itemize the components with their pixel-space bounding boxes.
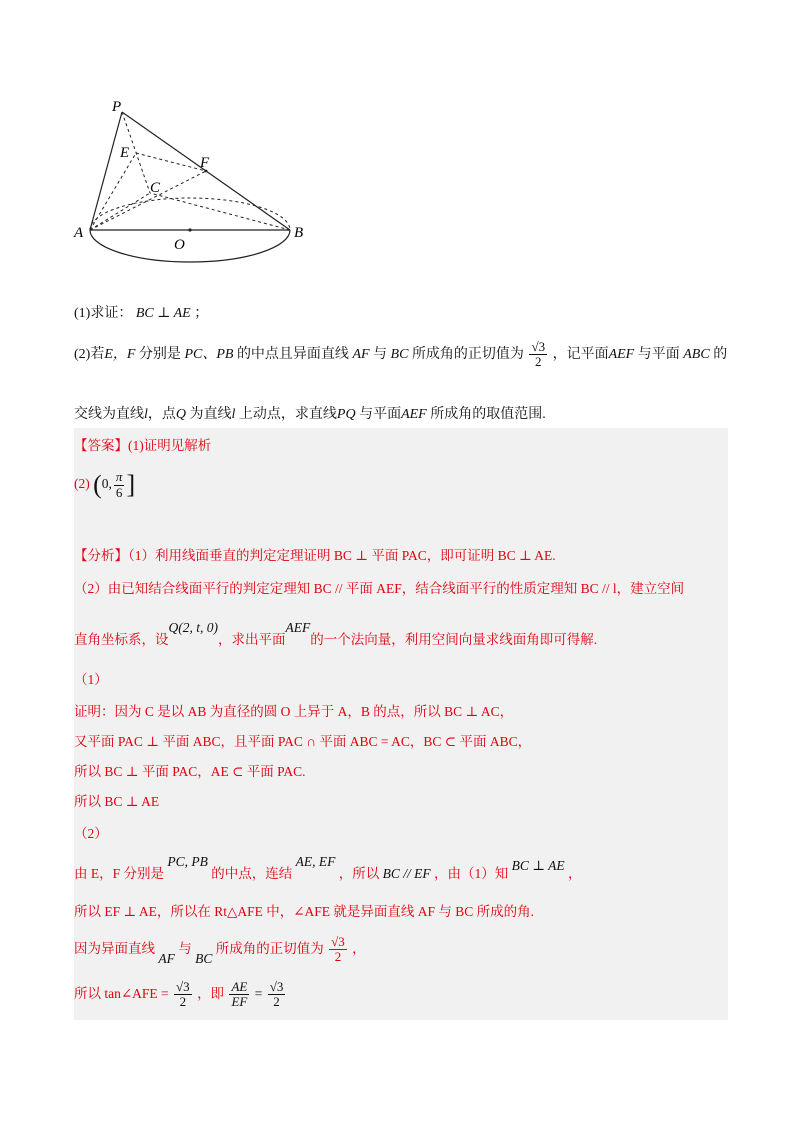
part1-suffix: ；	[194, 306, 209, 321]
p2-a: (2)若	[74, 347, 105, 363]
solution2-head	[74, 822, 108, 842]
s2l4-b: ，即	[197, 985, 225, 1001]
base-circle-front	[90, 230, 290, 262]
geometry-figure	[70, 95, 310, 275]
solution1-head	[74, 668, 108, 688]
p2l2-d: Q	[175, 407, 187, 422]
label-b: B	[294, 225, 304, 241]
analysis-3q: Q(2, t, 0)	[168, 620, 218, 635]
s2l3-den: 2	[334, 949, 342, 965]
solution1-line2	[74, 730, 531, 750]
p2-i: 所成角的正切值为	[408, 347, 524, 363]
answer-part2-prefix: (2)	[74, 476, 90, 492]
answer-panel	[74, 428, 728, 1020]
s2l4-ef: EF	[231, 994, 248, 1010]
bracket-open: (	[93, 470, 102, 499]
s2l3-a: 因为异面直线	[74, 940, 155, 956]
s2l1-e: BC ⊥ AE	[511, 858, 565, 873]
answer-line2	[74, 470, 135, 500]
interval-left: 0,	[101, 476, 112, 492]
p2-h: BC	[390, 347, 409, 363]
label-c: C	[150, 180, 161, 196]
s2l3-bc: BC	[195, 950, 213, 966]
p2l2-h: PQ	[336, 407, 356, 422]
p2-d: PC、PB	[184, 347, 234, 363]
analysis-3aef: AEF	[285, 620, 311, 635]
analysis-tag: 【分析】	[74, 548, 128, 563]
answer-part1: (1)证明见解析	[128, 438, 212, 453]
s2-l2: 所以 EF ⊥ AE，所以在 Rt△AFE 中，∠AFE 就是异面直线 AF 与 BC 所成的角.	[74, 904, 535, 919]
analysis-3c: 的一个法向量，利用空间向量求线面角即可得解.	[310, 632, 598, 647]
p2l2-i: 与平面	[355, 407, 402, 422]
s2l1-a: 由 E，F 分别是	[74, 866, 165, 881]
answer-line1	[74, 434, 211, 454]
s2l3-d: ，	[352, 940, 366, 956]
solution2-line1	[74, 854, 582, 882]
s2l3-num: √3	[331, 934, 345, 949]
p2-l: 与平面	[634, 347, 680, 363]
s1-l2: 又平面 PAC ⊥ 平面 ABC，且平面 PAC ∩ 平面 ABC = AC，BC ⊂ 平面 ABC，	[74, 734, 532, 749]
solution1-line3	[74, 760, 306, 780]
p2l2-e: 为直线	[186, 407, 232, 422]
frac-den: 2	[535, 354, 542, 370]
p2l2-g: 上动点，求直线	[235, 407, 337, 422]
p2-k: AEF	[608, 347, 635, 363]
analysis-1: （1）利用线面垂直的判定定理证明 BC ⊥ 平面 PAC，即可证明 BC ⊥ AE.	[128, 548, 556, 563]
s2-head: （2）	[74, 826, 108, 841]
question-part1	[74, 302, 208, 322]
s2l4-num2: √3	[269, 979, 284, 994]
label-p: P	[112, 99, 122, 115]
s1-head: （1）	[74, 672, 108, 687]
p2l2-j: AEF	[401, 407, 427, 422]
answer-tag: 【答案】	[74, 438, 128, 453]
s2l1-bc: BC // EF	[382, 866, 431, 881]
point-o	[188, 228, 191, 231]
label-o: O	[174, 237, 185, 253]
s2l1-pc: PC, PB	[167, 854, 208, 869]
base-circle-back	[90, 198, 290, 230]
analysis-line3	[74, 620, 598, 648]
s2l1-f: ，	[567, 866, 582, 881]
label-a: A	[74, 225, 84, 241]
p2l2-c: ，点	[147, 407, 176, 422]
s1-l3: 所以 BC ⊥ 平面 PAC，AE ⊂ 平面 PAC.	[74, 764, 306, 779]
s2l4-a: 所以 tan∠AFE =	[74, 985, 169, 1001]
p2-b: E，F	[104, 347, 136, 363]
solution2-line4	[74, 980, 287, 1010]
p2l2-b: l	[144, 407, 148, 422]
s2l4-num: √3	[176, 979, 190, 994]
analysis-3b: ，求出平面	[218, 632, 286, 647]
question-part2-line2	[74, 403, 546, 423]
analysis-2: （2）由已知结合线面平行的判定定理知 BC // 平面 AEF，结合线面平行的性质定理知 BC // l，建立空间	[74, 581, 685, 596]
s2l4-ae: AE	[231, 979, 248, 994]
s2l3-af: AF	[158, 950, 175, 966]
edge-ef	[136, 153, 206, 171]
solution1-line4	[74, 790, 159, 810]
s2l1-c: ，所以	[338, 866, 380, 881]
s2l4-den2: 2	[273, 994, 280, 1010]
s2l1-b: 的中点，连结	[211, 866, 293, 881]
s2l4-den: 2	[179, 994, 187, 1010]
fraction-sqrt3-over-2	[529, 340, 547, 370]
p2-n: 的	[709, 347, 728, 363]
s2l1-d: ，由（1）知	[434, 866, 509, 881]
question-part2-line1	[74, 340, 727, 370]
s1-l4: 所以 BC ⊥ AE	[74, 794, 160, 809]
label-e: E	[120, 145, 130, 161]
solution2-line2	[74, 900, 534, 920]
fraction-ae-ef	[229, 980, 249, 1010]
analysis-3a: 直角坐标系，设	[74, 632, 169, 647]
s2l3-b: 与	[178, 940, 192, 956]
bracket-close: ]	[126, 470, 136, 499]
p2l2-k: 所成角的取值范围.	[426, 407, 546, 422]
p2-m: ABC	[683, 347, 710, 363]
fraction-tan	[174, 980, 192, 1010]
pi-den: 6	[115, 484, 123, 500]
p2l2-a: 交线为直线	[74, 407, 144, 422]
s2l3-c: 所成角的正切值为	[215, 940, 324, 956]
frac-num: √3	[531, 339, 546, 354]
fraction-pi-over-6	[114, 470, 125, 500]
s1-l1: 证明：因为 C 是以 AB 为直径的圆 O 上异于 A，B 的点，所以 BC ⊥ AC，	[74, 704, 514, 719]
part1-expr: BC ⊥ AE	[135, 306, 191, 321]
solution2-line3	[74, 935, 366, 965]
p2-j: ，记平面	[552, 347, 609, 363]
p2-f: AF	[352, 347, 370, 363]
p2-e: 的中点且异面直线	[233, 347, 349, 363]
p2-c: 分别是	[135, 347, 181, 363]
solution1-line1	[74, 700, 513, 720]
p2l2-f: l	[231, 407, 236, 422]
s2l1-ae: AE, EF	[295, 854, 336, 869]
part1-prefix: (1)求证：	[74, 306, 133, 321]
s2l4-eq: =	[254, 985, 263, 1001]
fraction-sqrt3-over-2-b	[329, 935, 347, 965]
label-f: F	[200, 155, 210, 171]
fraction-sqrt3-over-2-c	[268, 980, 286, 1010]
analysis-line1	[74, 544, 556, 564]
pi-num: π	[115, 469, 123, 485]
analysis-line2	[74, 577, 684, 597]
p2-g: 与	[369, 347, 388, 363]
